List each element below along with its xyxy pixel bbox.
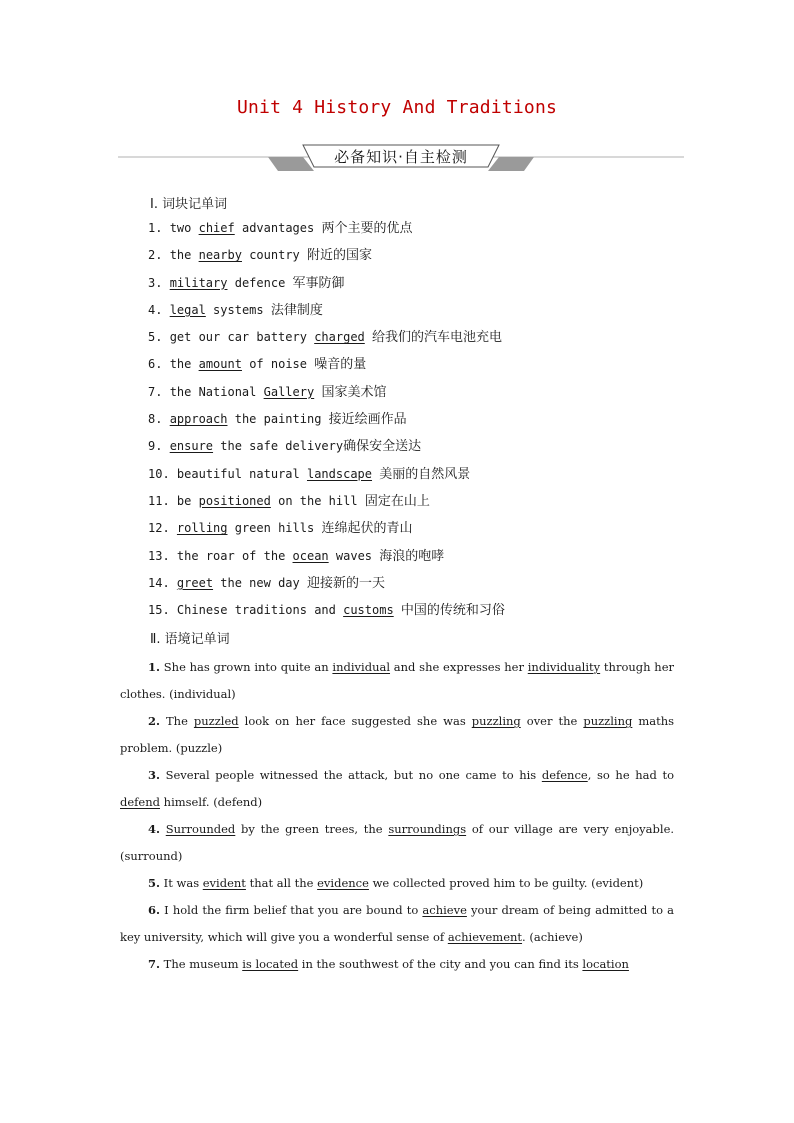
sentence-3: [120, 762, 674, 816]
item-number: 13.: [148, 548, 170, 563]
sentence-text: in the southwest of the city and you can find its: [301, 957, 579, 971]
sentence-number: 5.: [148, 876, 161, 890]
answer-word: ocean: [292, 548, 329, 563]
list-item: [148, 519, 505, 546]
answer-word: chief: [198, 221, 235, 235]
sentence-text: , so he had to: [587, 768, 675, 782]
list-item: [148, 383, 505, 410]
sentence-text: we collected proved him to be guilty. (evident): [372, 876, 644, 890]
list-item: [148, 437, 505, 464]
list-item: [148, 410, 505, 437]
sentence-2: [120, 708, 674, 762]
answer-word: amount: [198, 357, 242, 372]
item-number: 6.: [148, 357, 163, 372]
answer-word: evidence: [317, 876, 369, 890]
list-item: [148, 328, 505, 355]
sentence-7: [120, 951, 674, 978]
item-suffix: the new day: [220, 575, 300, 590]
item-translation: 军事防御: [292, 275, 345, 291]
sentence-number: 6.: [148, 903, 161, 917]
item-number: 3.: [148, 275, 163, 290]
answer-word: approach: [169, 412, 228, 427]
answer-word: individual: [332, 660, 391, 674]
item-prefix: Chinese traditions and: [176, 603, 336, 618]
sentence-text: Several people witnessed the attack, but no one came to his: [165, 768, 537, 782]
sentence-text: himself. (defend): [163, 795, 263, 809]
item-translation: 国家美术馆: [321, 384, 387, 400]
item-suffix: waves: [335, 548, 373, 563]
section-banner: [118, 143, 684, 173]
list-item: [148, 465, 505, 492]
sentence-number: 3.: [148, 768, 161, 782]
item-number: 15.: [148, 603, 170, 618]
answer-word: is located: [242, 957, 299, 971]
item-number: 8.: [148, 412, 163, 427]
answer-word: positioned: [198, 493, 271, 508]
list-item: [148, 274, 505, 301]
sentence-text: over the: [526, 714, 578, 728]
item-number: 9.: [148, 439, 163, 454]
item-translation: 噪音的量: [314, 357, 367, 373]
item-translation: 接近绘画作品: [328, 412, 407, 428]
item-suffix: green hills: [234, 521, 315, 536]
item-translation: 两个主要的优点: [321, 221, 413, 236]
item-prefix: the roar of the: [176, 548, 286, 563]
answer-word: rolling: [176, 521, 228, 536]
list-item: [148, 246, 505, 273]
list-item: [148, 355, 505, 382]
item-number: 10.: [148, 466, 170, 481]
item-suffix: the painting: [234, 412, 322, 427]
item-number: 4.: [148, 302, 163, 317]
sentence-text: your dream of being admitted to a key university, which will give you a wonderful sense of: [120, 903, 675, 944]
answer-word: puzzling: [471, 714, 521, 728]
item-number: 5.: [148, 330, 163, 345]
item-number: 7.: [148, 384, 163, 399]
item-suffix: of noise: [249, 357, 307, 372]
sentence-6: [120, 897, 674, 951]
sentence-number: 7.: [148, 957, 161, 971]
answer-word: defence: [541, 768, 588, 782]
answer-word: individuality: [527, 660, 601, 674]
answer-word: landscape: [306, 466, 373, 481]
answer-word: puzzling: [583, 714, 633, 728]
answer-word: legal: [169, 302, 206, 317]
section-heading-vocab: Ⅰ. 词块记单词: [150, 197, 228, 212]
item-prefix: the National: [169, 384, 257, 399]
item-translation: 中国的传统和习俗: [400, 603, 505, 619]
item-translation: 确保安全送达: [343, 439, 422, 455]
answer-word: achievement: [447, 930, 523, 944]
context-sentences: [120, 654, 674, 978]
answer-word: military: [169, 275, 228, 290]
sentence-number: 1.: [148, 660, 161, 674]
answer-word: customs: [343, 603, 394, 618]
item-suffix: defence: [234, 275, 286, 290]
item-prefix: the: [169, 357, 192, 372]
sentence-text: of our village are very enjoyable. (surround): [120, 822, 675, 863]
item-number: 14.: [148, 575, 170, 590]
sentence-4: [120, 816, 674, 870]
sentence-text: She has grown into quite an: [163, 660, 329, 674]
sentence-text: through her clothes. (individual): [120, 660, 675, 701]
answer-word: ensure: [169, 439, 214, 454]
sentence-text: look on her face suggested she was: [244, 714, 466, 728]
answer-word: location: [582, 957, 629, 971]
item-number: 2.: [148, 248, 163, 263]
item-number: 11.: [148, 493, 170, 508]
item-prefix: beautiful natural: [176, 466, 300, 481]
answer-word: achieve: [422, 903, 467, 917]
item-translation: 附近的国家: [307, 248, 373, 264]
sentence-text: . (achieve): [522, 930, 583, 944]
item-translation: 法律制度: [270, 302, 323, 318]
sentence-text: The museum: [163, 957, 239, 971]
sentence-1: [120, 654, 674, 708]
answer-word: Gallery: [263, 384, 315, 399]
item-suffix: advantages: [241, 221, 315, 235]
vocab-list: [148, 219, 505, 628]
sentence-text: that all the: [249, 876, 314, 890]
answer-word: charged: [314, 330, 365, 345]
list-item: [148, 301, 505, 328]
page-title: Unit 4 History And Traditions: [236, 97, 558, 118]
answer-word: puzzled: [193, 714, 239, 728]
banner-title: 必备知识·自主检测: [334, 148, 468, 166]
list-item: [148, 547, 505, 574]
sentence-text: The: [166, 714, 188, 728]
answer-word: nearby: [198, 248, 242, 263]
section-heading-context: Ⅱ. 语境记单词: [150, 632, 230, 647]
item-translation: 美丽的自然风景: [379, 466, 471, 482]
sentence-text: I hold the firm belief that you are bound to: [164, 903, 419, 917]
item-prefix: two: [169, 221, 192, 235]
item-suffix: country: [249, 248, 300, 263]
item-number: 1.: [148, 221, 163, 235]
list-item: [148, 492, 505, 519]
item-translation: 连绵起伏的青山: [321, 521, 413, 537]
sentence-text: maths problem. (puzzle): [120, 714, 675, 755]
answer-word: surroundings: [388, 822, 467, 836]
sentence-number: 4.: [148, 822, 161, 836]
item-prefix: be: [176, 493, 192, 508]
item-translation: 迎接新的一天: [307, 575, 386, 591]
list-item: [148, 219, 505, 246]
sentence-number: 2.: [148, 714, 161, 728]
item-translation: 给我们的汽车电池充电: [372, 330, 503, 346]
item-translation: 海浪的咆哮: [379, 548, 445, 564]
item-suffix: the safe delivery: [220, 439, 344, 454]
sentence-text: and she expresses her: [393, 660, 524, 674]
list-item: [148, 601, 505, 628]
answer-word: greet: [176, 575, 214, 590]
item-suffix: on the hill: [278, 493, 358, 508]
answer-word: Surrounded: [165, 822, 236, 836]
item-prefix: get our car battery: [169, 330, 307, 345]
item-suffix: systems: [213, 302, 264, 317]
answer-word: defend: [120, 795, 160, 809]
list-item: [148, 574, 505, 601]
answer-word: evident: [202, 876, 246, 890]
item-translation: 固定在山上: [364, 493, 430, 509]
item-number: 12.: [148, 521, 170, 536]
sentence-text: by the green trees, the: [241, 822, 383, 836]
sentence-5: [120, 870, 674, 897]
sentence-text: It was: [163, 876, 200, 890]
item-prefix: the: [169, 248, 192, 263]
